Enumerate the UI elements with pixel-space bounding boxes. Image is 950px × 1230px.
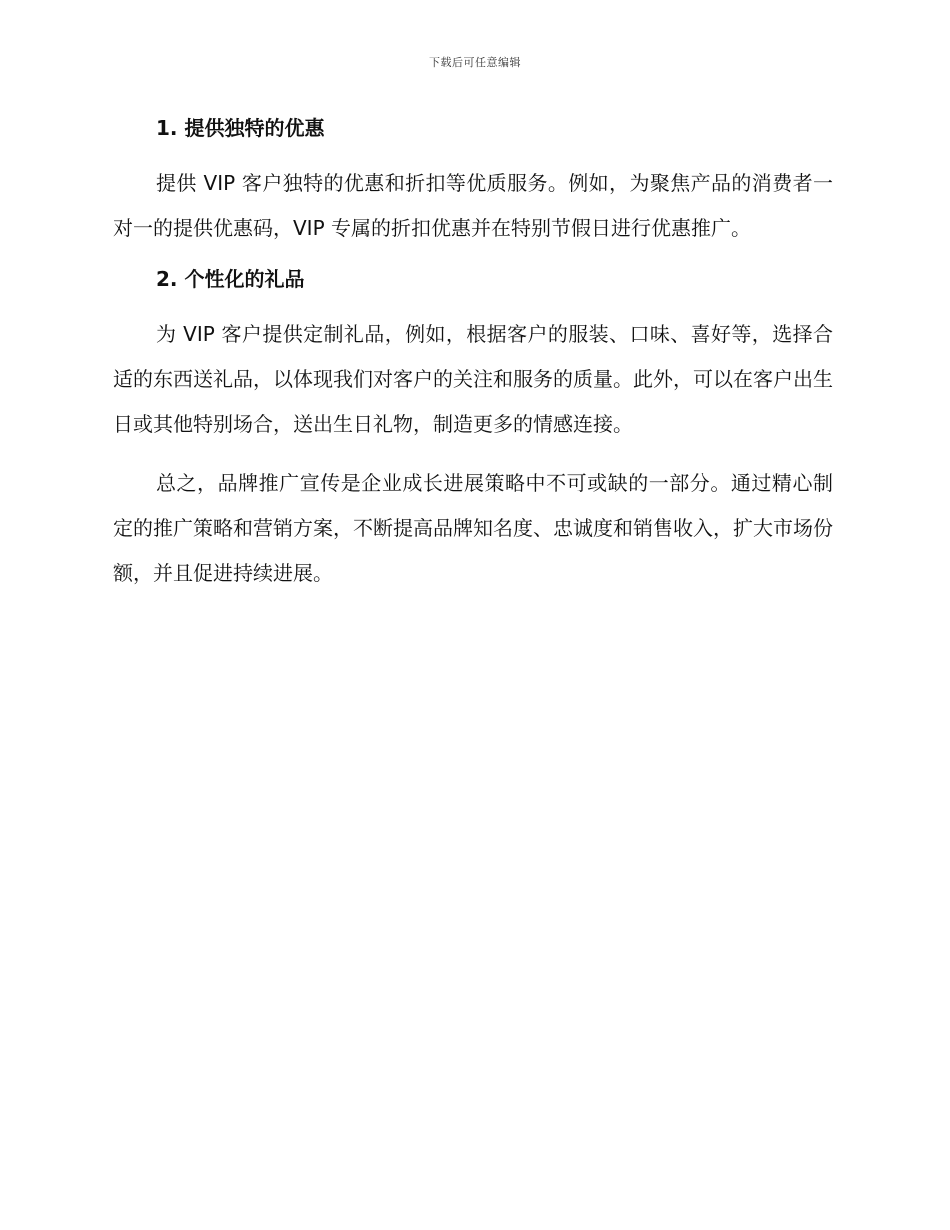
section-heading-1: 1. 提供独特的优惠 xyxy=(156,116,325,140)
section-paragraph-2: 为 VIP 客户提供定制礼品，例如，根据客户的服装、口味、喜好等，选择合适的东西送礼品，以体现我们对客户的关注和服务的质量。此外，可以在客户出生日或其他特别场合，送出生日礼物，制造更多的情感连接。 xyxy=(113,322,833,436)
header-note: 下载后可任意编辑 xyxy=(429,56,521,69)
conclusion-paragraph: 总之，品牌推广宣传是企业成长进展策略中不可或缺的一部分。通过精心制定的推广策略和营销方案，不断提高品牌知名度、忠诚度和销售收入，扩大市场份额，并且促进持续进展。 xyxy=(113,471,833,585)
section-paragraph-1: 提供 VIP 客户独特的优惠和折扣等优质服务。例如，为聚焦产品的消费者一对一的提供优惠码，VIP 专属的折扣优惠并在特别节假日进行优惠推广。 xyxy=(113,171,833,240)
document-body xyxy=(113,113,833,609)
section-heading-2: 2. 个性化的礼品 xyxy=(156,267,305,291)
